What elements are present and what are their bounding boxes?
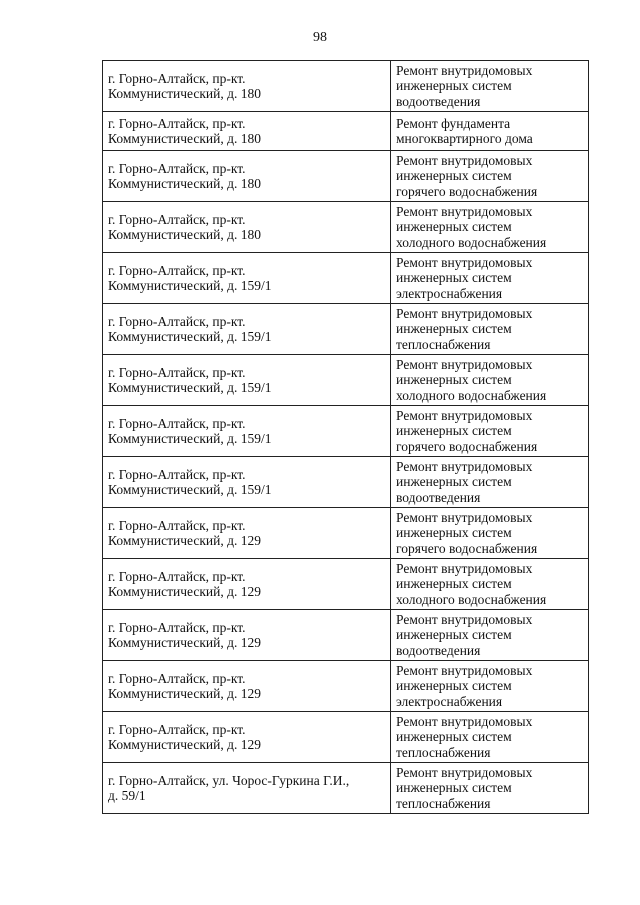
address-cell [103,457,391,508]
address-cell [103,406,391,457]
address-cell [103,151,391,202]
work-type-cell [391,508,589,559]
address-cell [103,508,391,559]
table-row [103,61,589,112]
work-type-cell [391,712,589,763]
table-row [103,304,589,355]
repair-table [102,60,589,814]
work-type-cell [391,610,589,661]
work-type-text: Ремонт внутридомовых инженерных систем теплоснабжения [396,305,533,352]
table-row [103,112,589,151]
address-text: г. Горно-Алтайск, пр-кт. Коммунистический, д. 159/1 [108,415,272,446]
address-cell [103,559,391,610]
address-text: г. Горно-Алтайск, пр-кт. Коммунистический, д. 159/1 [108,466,272,497]
work-type-cell [391,661,589,712]
work-type-text: Ремонт внутридомовых инженерных систем электроснабжения [396,254,533,301]
address-cell [103,610,391,661]
work-type-cell [391,202,589,253]
address-text: г. Горно-Алтайск, пр-кт. Коммунистический, д. 180 [108,211,261,242]
table-row [103,763,589,814]
address-cell [103,763,391,814]
address-cell [103,304,391,355]
address-text: г. Горно-Алтайск, пр-кт. Коммунистический, д. 159/1 [108,313,272,344]
work-type-text: Ремонт внутридомовых инженерных систем горячего водоснабжения [396,509,538,556]
table-row [103,253,589,304]
address-text: г. Горно-Алтайск, пр-кт. Коммунистический, д. 159/1 [108,262,272,293]
page-number: 98 [313,30,327,45]
table-row [103,202,589,253]
address-text: г. Горно-Алтайск, пр-кт. Коммунистический, д. 129 [108,670,261,701]
work-type-cell [391,355,589,406]
address-text: г. Горно-Алтайск, пр-кт. Коммунистический, д. 129 [108,517,261,548]
address-text: г. Горно-Алтайск, пр-кт. Коммунистический, д. 159/1 [108,364,272,395]
work-type-cell [391,304,589,355]
work-type-cell [391,763,589,814]
address-cell [103,661,391,712]
table-row [103,661,589,712]
work-type-text: Ремонт внутридомовых инженерных систем теплоснабжения [396,764,533,811]
address-text: г. Горно-Алтайск, пр-кт. Коммунистический, д. 129 [108,721,261,752]
table-row [103,151,589,202]
work-type-text: Ремонт внутридомовых инженерных систем водоотведения [396,458,533,505]
work-type-text: Ремонт фундамента многоквартирного дома [396,115,533,146]
work-type-text: Ремонт внутридомовых инженерных систем водоотведения [396,62,533,109]
table-row [103,355,589,406]
address-cell [103,253,391,304]
work-type-text: Ремонт внутридомовых инженерных систем водоотведения [396,611,533,658]
address-text: г. Горно-Алтайск, пр-кт. Коммунистический, д. 180 [108,160,261,191]
table-row [103,508,589,559]
work-type-text: Ремонт внутридомовых инженерных систем холодного водоснабжения [396,560,547,607]
work-type-cell [391,112,589,151]
work-type-cell [391,151,589,202]
work-type-text: Ремонт внутридомовых инженерных систем горячего водоснабжения [396,152,538,199]
address-cell [103,61,391,112]
address-text: г. Горно-Алтайск, пр-кт. Коммунистический, д. 180 [108,115,261,146]
repair-table-body [103,61,589,814]
work-type-text: Ремонт внутридомовых инженерных систем электроснабжения [396,662,533,709]
address-cell [103,202,391,253]
work-type-text: Ремонт внутридомовых инженерных систем холодного водоснабжения [396,203,547,250]
address-text: г. Горно-Алтайск, ул. Чорос-Гуркина Г.И., д. 59/1 [108,772,350,803]
address-text: г. Горно-Алтайск, пр-кт. Коммунистический, д. 129 [108,619,261,650]
address-text: г. Горно-Алтайск, пр-кт. Коммунистический, д. 180 [108,70,261,101]
work-type-cell [391,559,589,610]
work-type-cell [391,61,589,112]
work-type-cell [391,253,589,304]
table-row [103,457,589,508]
address-cell [103,112,391,151]
address-cell [103,712,391,763]
table-row [103,406,589,457]
work-type-text: Ремонт внутридомовых инженерных систем холодного водоснабжения [396,356,547,403]
address-cell [103,355,391,406]
work-type-text: Ремонт внутридомовых инженерных систем горячего водоснабжения [396,407,538,454]
table-row [103,610,589,661]
table-row [103,559,589,610]
work-type-cell [391,406,589,457]
work-type-text: Ремонт внутридомовых инженерных систем теплоснабжения [396,713,533,760]
address-text: г. Горно-Алтайск, пр-кт. Коммунистический, д. 129 [108,568,261,599]
table-row [103,712,589,763]
work-type-cell [391,457,589,508]
